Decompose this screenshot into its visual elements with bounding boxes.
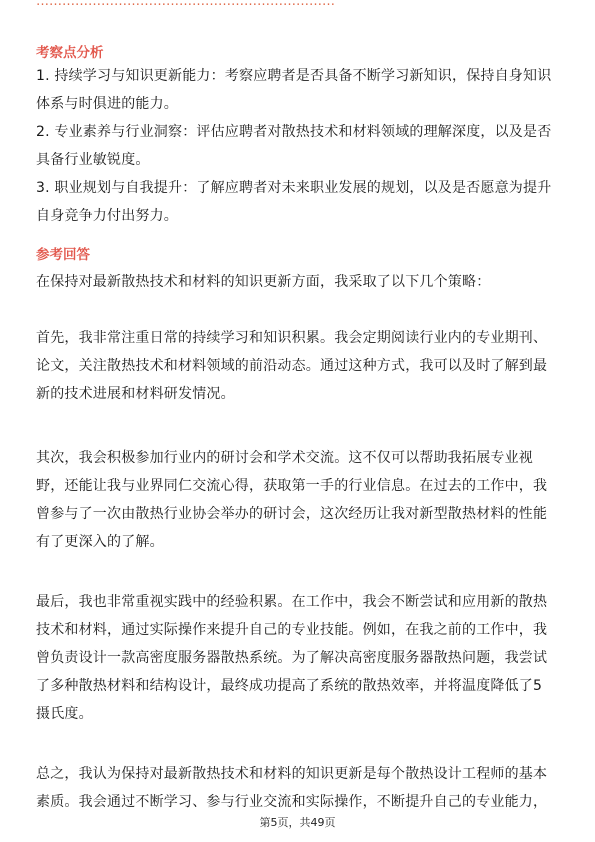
paragraph-line: 技术和材料，通过实际操作来提升自己的专业技能。例如，在我之前的工作中，我 — [36, 622, 548, 638]
analysis-item-line: 体系与时俱进的能力。 — [36, 96, 178, 112]
paragraph-line: 首先，我非常注重日常的持续学习和知识积累。我会定期阅读行业内的专业期刊、 — [36, 330, 548, 346]
answer-paragraph — [36, 324, 564, 408]
paragraph-line: 野，还能让我与业界同仁交流心得，获取第一手的行业信息。在过去的工作中，我 — [36, 478, 548, 494]
paragraph-line: 最后，我也非常重视实践中的经验积累。在工作中，我会不断尝试和应用新的散热 — [36, 594, 548, 610]
paragraph-line: 素质。我会通过不断学习、参与行业交流和实际操作，不断提升自己的专业能力， — [36, 794, 548, 810]
paragraph-line: 曾负责设计一款高密度服务器散热系统。为了解决高密度服务器散热问题，我尝试 — [36, 650, 548, 666]
answer-paragraph — [36, 760, 564, 816]
paragraph-line: 有了更深入的了解。 — [36, 534, 164, 550]
page-footer: 第5页，共49页 — [259, 816, 336, 829]
answer-title: 参考回答 — [36, 247, 90, 263]
analysis-item-line: 1. 持续学习与知识更新能力：考察应聘者是否具备不断学习新知识，保持自身知识 — [36, 68, 552, 84]
paragraph-line: 新的技术进展和材料研发情况。 — [36, 386, 235, 402]
paragraph-line: 了多种散热材料和结构设计，最终成功提高了系统的散热效率，并将温度降低了5 — [36, 678, 543, 694]
answer-paragraph — [36, 588, 564, 728]
paragraph-line: 摄氏度。 — [36, 706, 93, 722]
paragraph-line: 其次，我会积极参加行业内的研讨会和学术交流。这不仅可以帮助我拓展专业视 — [36, 450, 533, 466]
analysis-item-line: 2. 专业素养与行业洞察：评估应聘者对散热技术和材料领域的理解深度，以及是否 — [36, 124, 552, 140]
analysis-item-line: 自身竞争力付出努力。 — [36, 208, 178, 224]
analysis-item — [36, 174, 564, 230]
paragraph-line: 曾参与了一次由散热行业协会举办的研讨会，这次经历让我对新型散热材料的性能 — [36, 506, 548, 522]
answer-intro — [36, 268, 564, 296]
answer-paragraph — [36, 444, 564, 556]
top-partial-line: …………………………………………………………… — [36, 0, 335, 9]
answer-intro-line: 在保持对最新散热技术和材料的知识更新方面，我采取了以下几个策略： — [36, 274, 491, 290]
analysis-item — [36, 62, 564, 118]
paragraph-line: 论文，关注散热技术和材料领域的前沿动态。通过这种方式，我可以及时了解到最 — [36, 358, 548, 374]
analysis-item-line: 3. 职业规划与自我提升：了解应聘者对未来职业发展的规划，以及是否愿意为提升 — [36, 180, 552, 196]
paragraph-line: 总之，我认为保持对最新散热技术和材料的知识更新是每个散热设计工程师的基本 — [36, 766, 548, 782]
analysis-item — [36, 118, 564, 174]
analysis-title: 考察点分析 — [36, 45, 104, 61]
analysis-item-line: 具备行业敏锐度。 — [36, 152, 150, 168]
